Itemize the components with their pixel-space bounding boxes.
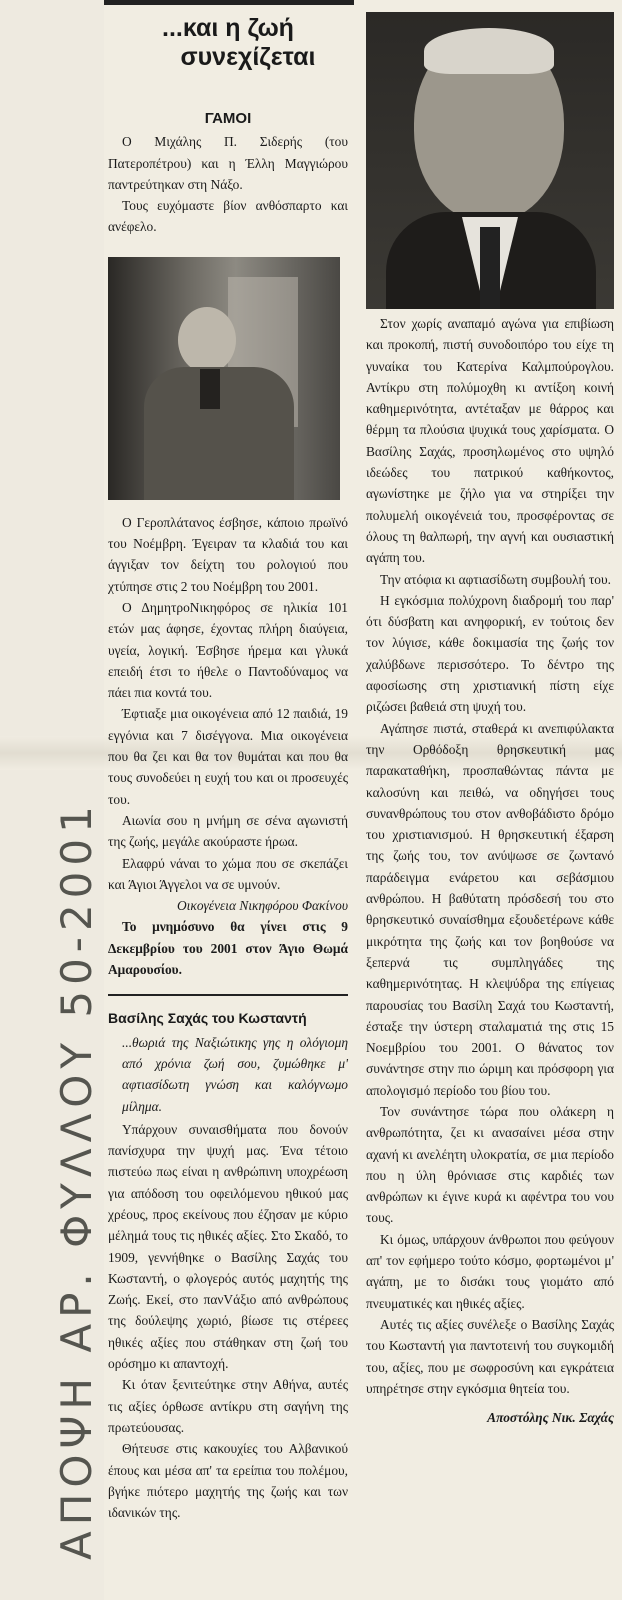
obituary2-signature: Αποστόλης Νικ. Σαχάς bbox=[487, 1410, 614, 1426]
obituary2-paragraph: Κι όμως, υπάρχουν άνθρωποι που φεύγουν απ' τον εφήμερο τούτο κόσμο, φορτωμένοι μ' αγάπη, με το δισάκι τους γιομάτο από πνευματικές και ηθικές αξίες. bbox=[366, 1231, 614, 1311]
section-divider bbox=[108, 994, 348, 996]
obituary2-paragraph: Αγάπησε πιστά, σταθερά κι ανεπιφύλακτα την Ορθόδοξη θρησκευτική μας παρακαταθήκη, προσπαθώντας πάντα με καλοσύνη και πειθώ, να οδηγήσει τους συνανθρώπους του στον ανθοβάδιστο δρόμο του χριστιανισμού. Η θρησκευτική έξαρση της ζωής του, τον ανύψωσε σε ζωντανό παράδειγμα ενάρετου και σεβάσμιου ανθρώπου. Η βαθύτατη πρόσδεσή του στο θρησκευτικό συναίσθημα εξουδετέρωνε κάθε μικρότητα της ζωής και τον βοηθούσε να ξεπερνά τις συμπληγάδες της καθημερινότητας. Η κλεψύδρα της επίγειας παρουσίας του Βασίλη Σαχά του Κωσταντή, έσταξε την ύστερη σταλαματιά της στις 15 Νοεμβρίου του 2001. Ο θάνατος τον συνάντησε στην πιο ώριμη και πρόσφορη για απολογισμό περίοδο του βίου του. bbox=[366, 720, 614, 1098]
headline-line-2: συνεχίζεται bbox=[180, 43, 316, 71]
obituary-paragraph: Ο ΔημητροΝικηφόρος σε ηλικία 101 ετών μας άφησε, έχοντας πλήρη διαύγεια, υγεία, λογική. Έσβησε ήρεμα και γλυκά επειδή έτσι το ήθελε ο Παντοδύναμος να πάει πια κοντά του. bbox=[108, 599, 348, 701]
portrait-photo bbox=[366, 12, 614, 309]
obituary2-paragraph: Κι όταν ξενιτεύτηκε στην Αθήνα, αυτές τις αξίες όρθωσε αντίκρυ στη σαγήνη της πρωτεύουσας. bbox=[108, 1377, 348, 1435]
headline bbox=[108, 14, 348, 72]
obituary-paragraph: Έφτιαξε μια οικογένεια από 12 παιδιά, 19 εγγόνια και 7 δισέγγονα. Μια οικογένεια που θα ζει και θα τον θυμάται και που θα τους συνοδεύει η ευχή του και οι προσευχές του. bbox=[108, 706, 348, 807]
headline-line-1: ...και η ζωή bbox=[162, 14, 294, 42]
weddings-paragraph: Ο Μιχάλης Π. Σιδερής (του Πατερoπέτρου) και η Έλλη Μαγγιώρου παντρεύτηκαν στη Νάξο. bbox=[108, 134, 348, 192]
obituary2-paragraph: Την ατόφια κι αφτιασίδωτη συμβουλή του. bbox=[380, 571, 611, 587]
obituary2-title: Βασίλης Σαχάς του Κωσταντή bbox=[108, 1010, 307, 1027]
obituary-paragraph: Αιωνία σου η μνήμη σε σένα αγωνιστή της ζωής, μεγάλε ακούραστε ήρωα. bbox=[108, 812, 348, 850]
obituary2-paragraph: Η εγκόσμια πολύχρονη διαδρομή του παρ' ότι δύσβατη και ανηφορική, εν τούτοις δεν τον λύγισε, κάθε δοκιμασία της ζωής τον χαλύβδωνε περισσότερο. Το δέντρο της αφοσίωσης στη χριστιανική πίστη είχε ριζώσει βαθειά στη ψυχή του. bbox=[366, 592, 614, 715]
obituary2-paragraph: Αυτές τις αξίες συνέλεξε ο Βασίλης Σαχάς του Κωσταντή για παντοτεινή του συγκομιδή του, αξίες, που με σωφροσύνη και εγκράτεια υπηρέτησε στην εγκόσμια θητεία του. bbox=[366, 1316, 614, 1396]
weddings-title: ΓΑΜΟΙ bbox=[204, 110, 252, 127]
obituary2-paragraph: Θήτευσε στις κακουχίες του Αλβανικού έπους και μέσα απ' τα ερείπια του πολέμου, βγήκε πιότερο μαχητής της ζωής και των ιδανικών της. bbox=[108, 1441, 348, 1521]
obituary2-paragraph: Στον χωρίς αναπαμό αγώνα για επιβίωση και προκοπή, πιστή συνοδοιπόρο του είχε τη γυναίκα του Κατερίνα Καλμπούρογλου. Αντίκρυ στη πολύμοχθη κι αντίξοη κοινή καθημερινότητα, αντέταξαν με θάρρος και θέρμη τα πλούσια ψυχικά τους χαρίσματα. Ο Βασίλης Σαχάς, προσηλωμένος στο υψηλό ιδεώδες του πατρικού καθήκοντος, αγωνίστηκε με ζήλο για να στηρίξει την πολυμελή οικογένειά του, προσφέροντας σε όλους τη θαλπωρή, την αγνή και ουσιαστική αγάπη του. bbox=[366, 316, 614, 566]
obituary-paragraph: Ο Γεροπλάτανος έσβησε, κάποιο πρωϊνό του Νοέμβρη. Έγειραν τα κλαδιά του και άγγιξαν τον δείχτη του ρολογιού που χτύπησε στις 2 του Νοέμβρη του 2001. bbox=[108, 514, 348, 594]
elderly-man-photo bbox=[108, 257, 340, 500]
right-column bbox=[366, 0, 614, 1428]
handwritten-note: ΑΠΟΨΗ ΑΡ. ΦΥΛΛΟΥ 50-2001 bbox=[52, 800, 101, 1560]
memorial-notice: Το μνημόσυνο θα γίνει στις 9 Δεκεμβρίου του 2001 στον Άγιο Θωμά Αμαρουσίου. bbox=[108, 919, 348, 978]
obituary2-paragraph: Υπάρχουν συναισθήματα που δονούν πανίσχυρα την ψυχή μας. Ένα τέτοιο πιστεύω πως είναι η ανθρώπινη υποχρέωση για απόδοση του οφειλόμενου ηθικού μας χρέους, προς εκείνους που έζησαν με κύριο μέλημά τους τις ηθικές αξίες. Στο Σκαδό, το 1909, γεννήθηκε ο Βασίλης Σαχάς του Κωσταντή, ο φλογερός αυτός μαχητής της Ζωής. Εκεί, στο πανVάξιο από ανθρώπους της δούλεψης χωριό, βίωσε τις στέρεες ηθικές αξίες που στάθηκαν στη ζωή του ορόσημο κι απαντοχή. bbox=[108, 1121, 348, 1372]
left-column bbox=[108, 0, 348, 1523]
weddings-paragraph: Τους ευχόμαστε βίον ανθόσπαρτο και ανέφελο. bbox=[108, 198, 348, 235]
obituary-signature: Οικογένεια Νικηφόρου Φακίνου bbox=[177, 898, 348, 914]
obituary2-epigraph: ...θωριά της Ναξιώτικης γης η ολόγιομη από χρόνια ζωή σου, ζυμώθηκε μ' αφτιασίδωτη γνώση και καλόγνωμο μίλημα. bbox=[122, 1034, 348, 1114]
obituary2-paragraph: Τον συνάντησε τώρα που ολάκερη η ανθρωπότητα, ζει κι ανασαίνει μέσα στην αχανή κι ανελέητη υλοκρατία, σε μια περίοδο που η ύλη θρόνιασε στις καρδιές των ανθρώπων κι έγινε κυρά κι αφέντρα του νου τους. bbox=[366, 1103, 614, 1226]
obituary-paragraph: Ελαφρύ νάναι το χώμα που σε σκεπάζει και Άγιοι Άγγελοι να σε υμνούν. bbox=[108, 855, 348, 892]
